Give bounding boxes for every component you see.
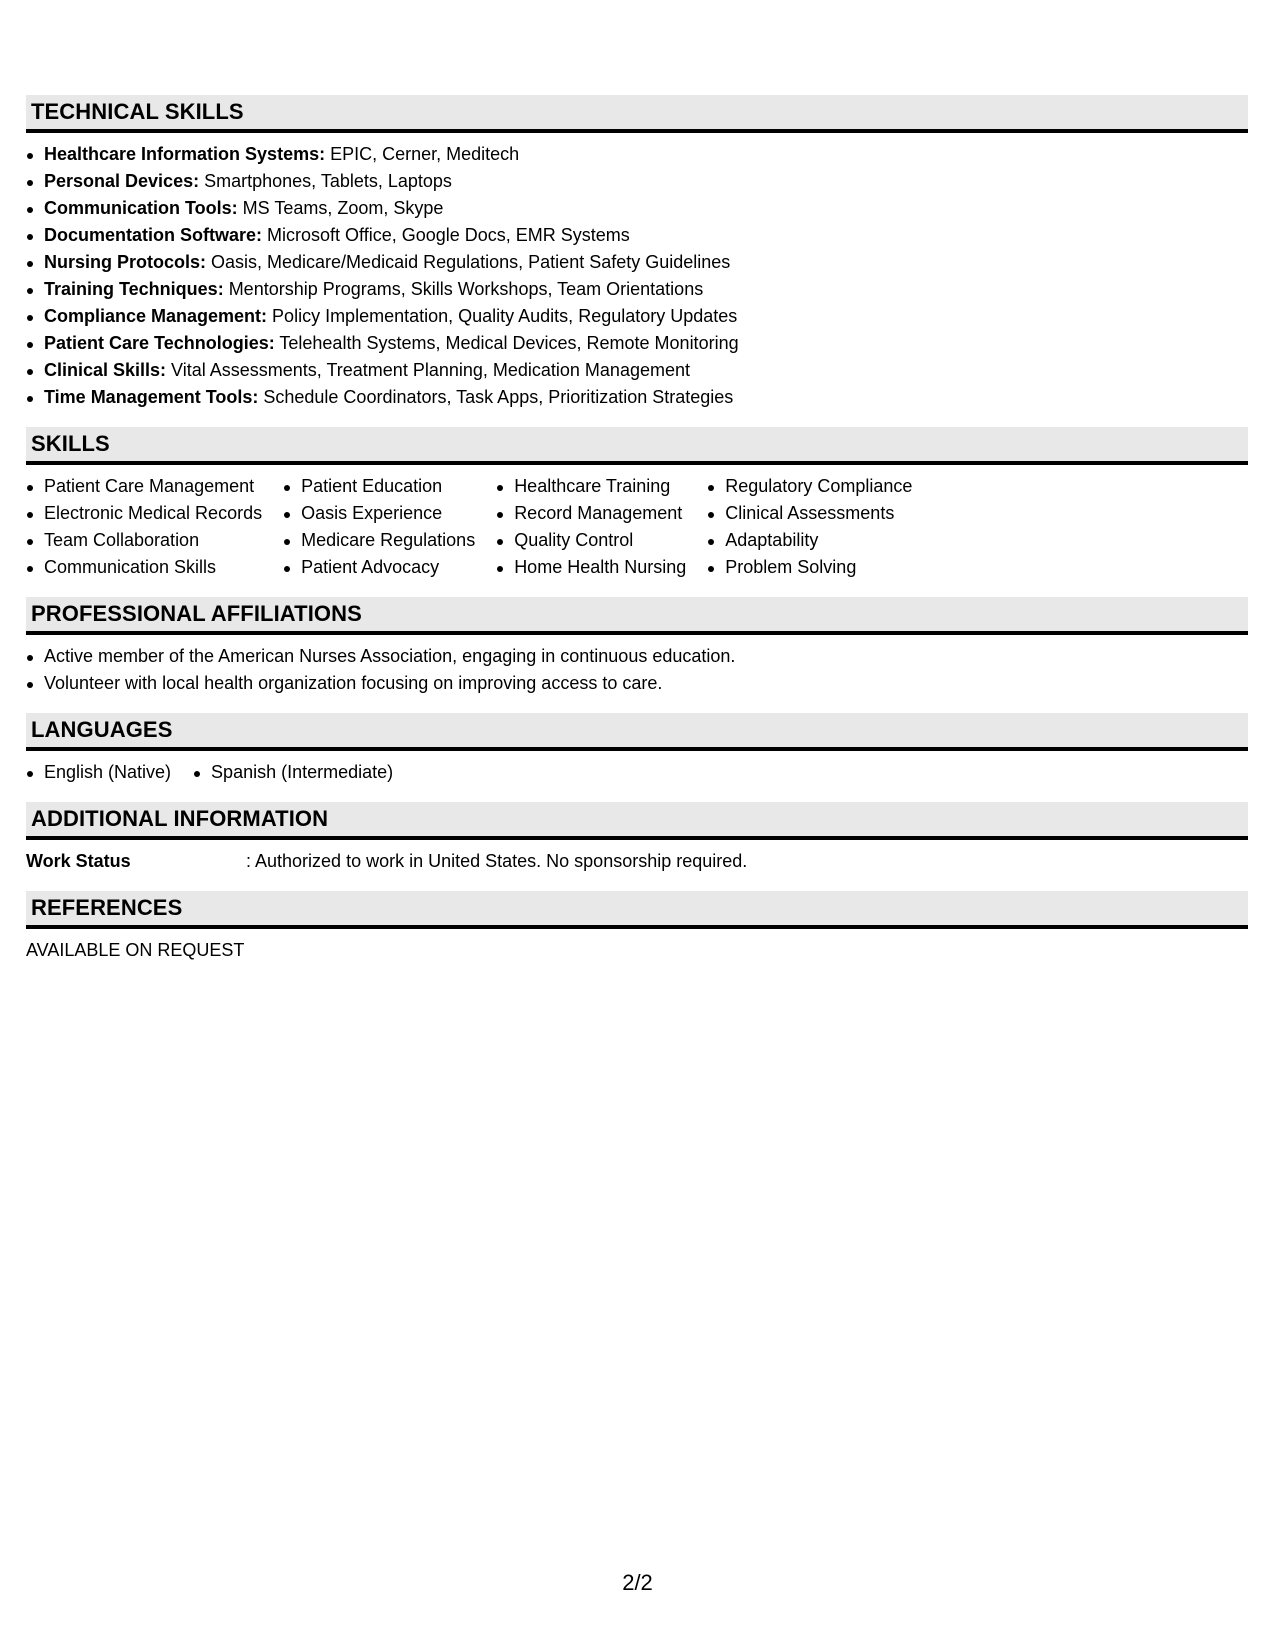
- list-item: Active member of the American Nurses Association, engaging in continuous education.: [26, 643, 1248, 670]
- skill-values: MS Teams, Zoom, Skype: [237, 198, 444, 218]
- list-item: Oasis Experience: [283, 500, 475, 527]
- skills-grid: [26, 465, 1248, 597]
- list-item: Healthcare Training: [496, 473, 686, 500]
- skill-category: Time Management Tools:: [44, 387, 259, 407]
- section-title: REFERENCES: [31, 895, 183, 920]
- skills-column: [283, 473, 475, 581]
- skill-values: Oasis, Medicare/Medicaid Regulations, Patient Safety Guidelines: [206, 252, 731, 272]
- list-item: [26, 249, 1248, 276]
- list-item: [26, 168, 1248, 195]
- list-item: Record Management: [496, 500, 686, 527]
- skill-values: Vital Assessments, Treatment Planning, Medication Management: [166, 360, 690, 380]
- list-item: Communication Skills: [26, 554, 262, 581]
- skill-category: Communication Tools:: [44, 198, 238, 218]
- language-column: [26, 759, 171, 786]
- list-item: [26, 384, 1248, 411]
- section-header-skills: [26, 427, 1248, 465]
- list-item: Volunteer with local health organization focusing on improving access to care.: [26, 670, 1248, 697]
- list-item: Electronic Medical Records: [26, 500, 262, 527]
- section-title: SKILLS: [31, 431, 110, 456]
- section-header-references: [26, 891, 1248, 929]
- skill-category: Documentation Software:: [44, 225, 263, 245]
- skill-category: Nursing Protocols:: [44, 252, 207, 272]
- list-item: Adaptability: [707, 527, 912, 554]
- list-item: Problem Solving: [707, 554, 912, 581]
- list-item: [26, 276, 1248, 303]
- section-header-additional-info: [26, 802, 1248, 840]
- list-item: Clinical Assessments: [707, 500, 912, 527]
- list-item: Patient Education: [283, 473, 475, 500]
- skill-values: Telehealth Systems, Medical Devices, Remote Monitoring: [274, 333, 739, 353]
- skills-column: [26, 473, 262, 581]
- affiliations-list: [26, 635, 1248, 713]
- skill-values: Mentorship Programs, Skills Workshops, Team Orientations: [223, 279, 704, 299]
- list-item: Home Health Nursing: [496, 554, 686, 581]
- skills-column: [707, 473, 912, 581]
- skill-category: Patient Care Technologies:: [44, 333, 275, 353]
- skills-column: [496, 473, 686, 581]
- languages-row: [26, 751, 1248, 802]
- section-title: LANGUAGES: [31, 717, 173, 742]
- section-header-affiliations: [26, 597, 1248, 635]
- list-item: Spanish (Intermediate): [193, 759, 393, 786]
- resume-page: [26, 95, 1248, 964]
- list-item: [26, 330, 1248, 357]
- references-text: AVAILABLE ON REQUEST: [26, 940, 245, 960]
- list-item: Patient Care Management: [26, 473, 262, 500]
- work-status-label: Work Status: [26, 851, 131, 871]
- skill-category: Healthcare Information Systems:: [44, 144, 326, 164]
- list-item: English (Native): [26, 759, 171, 786]
- language-column: [193, 759, 393, 786]
- list-item: Team Collaboration: [26, 527, 262, 554]
- list-item: Quality Control: [496, 527, 686, 554]
- section-title: ADDITIONAL INFORMATION: [31, 806, 329, 831]
- work-status-value: : Authorized to work in United States. No sponsorship required.: [246, 851, 748, 871]
- skill-category: Clinical Skills:: [44, 360, 167, 380]
- list-item: Regulatory Compliance: [707, 473, 912, 500]
- list-item: Medicare Regulations: [283, 527, 475, 554]
- skill-values: Policy Implementation, Quality Audits, Regulatory Updates: [267, 306, 738, 326]
- skill-values: Microsoft Office, Google Docs, EMR Systems: [262, 225, 630, 245]
- technical-skills-list: [26, 133, 1248, 427]
- skill-values: Schedule Coordinators, Task Apps, Prioritization Strategies: [258, 387, 734, 407]
- page-number: 2/2: [622, 1570, 653, 1595]
- skill-values: EPIC, Cerner, Meditech: [325, 144, 520, 164]
- section-header-languages: [26, 713, 1248, 751]
- list-item: [26, 195, 1248, 222]
- list-item: Patient Advocacy: [283, 554, 475, 581]
- skill-category: Personal Devices:: [44, 171, 200, 191]
- list-item: [26, 222, 1248, 249]
- section-title: TECHNICAL SKILLS: [31, 99, 244, 124]
- section-header-technical-skills: [26, 95, 1248, 133]
- work-status-row: [26, 840, 1248, 891]
- list-item: [26, 141, 1248, 168]
- skill-category: Compliance Management:: [44, 306, 268, 326]
- section-title: PROFESSIONAL AFFILIATIONS: [31, 601, 362, 626]
- list-item: [26, 357, 1248, 384]
- list-item: [26, 303, 1248, 330]
- skill-values: Smartphones, Tablets, Laptops: [199, 171, 452, 191]
- skill-category: Training Techniques:: [44, 279, 224, 299]
